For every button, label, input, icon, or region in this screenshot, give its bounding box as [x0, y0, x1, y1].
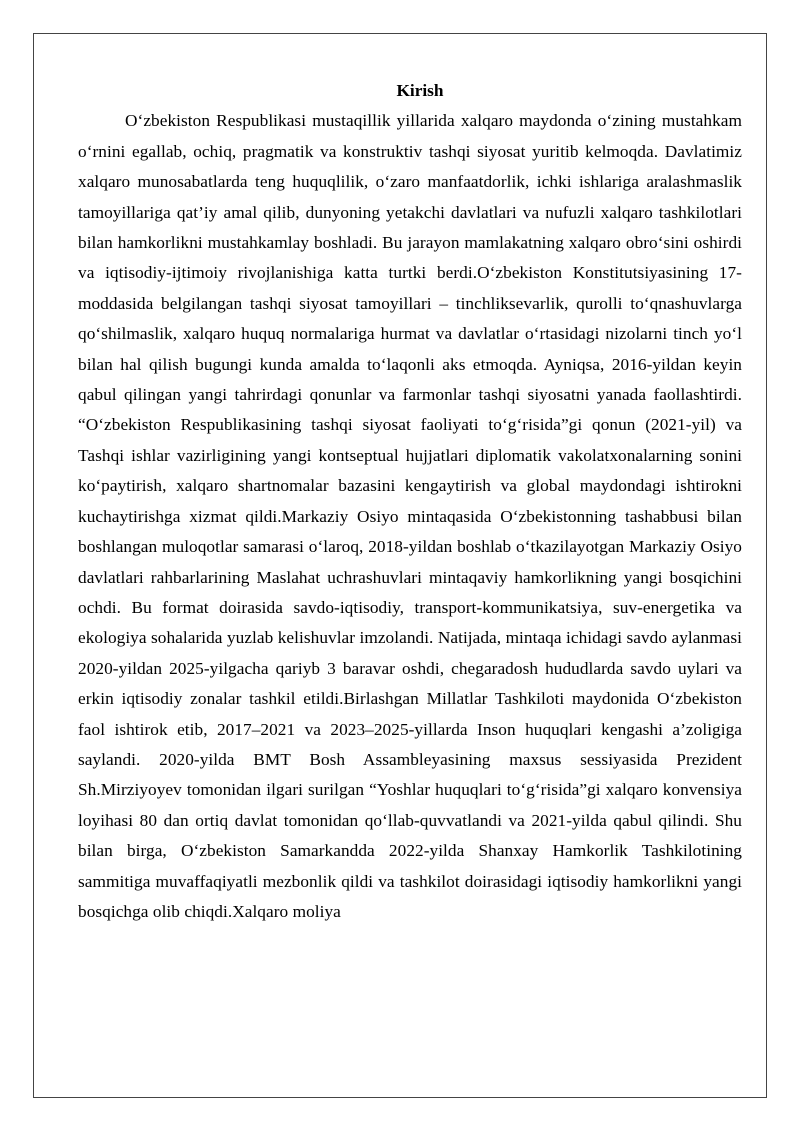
document-body	[78, 76, 742, 927]
document-title: Kirish	[396, 81, 444, 100]
main-paragraph: O‘zbekiston Respublikasi mustaqillik yillarida xalqaro maydonda o‘zining mustahkam o‘rnini egallab, ochiq, pragmatik va konstruktiv tashqi siyosat yuritib kelmoqda. Davlatimiz xalqaro munosabatlarda teng huquqlilik, o‘zaro manfaatdorlik, ichki ishlariga aralashmaslik tamoyillariga qat’iy amal qilib, dunyoning yetakchi davlatlari va nufuzli xalqaro tashkilotlari bilan hamkorlikni mustahkamlay boshladi. Bu jarayon mamlakatning xalqaro obro‘sini oshirdi va iqtisodiy-ijtimoiy rivojlanishiga katta turtki berdi.O‘zbekiston Konstitutsiyasining 17-moddasida belgilangan tashqi siyosat tamoyillari – tinchliksevarlik, qurolli to‘qnashuvlarga qo‘shilmaslik, xalqaro huquq normalariga hurmat va davlatlar o‘rtasidagi nizolarni tinch yo‘l bilan hal qilish bugungi kunda amalda to‘laqonli aks etmoqda. Ayniqsa, 2016-yildan keyin qabul qilingan yangi tahrirdagi qonunlar va farmonlar tashqi siyosatni yanada faollashtirdi. “O‘zbekiston Respublikasining tashqi siyosat faoliyati to‘g‘risida”gi qonun (2021-yil) va Tashqi ishlar vazirligining yangi kontseptual hujjatlari diplomatik vakolatxonalarning sonini ko‘paytirish, xalqaro shartnomalar bazasini kengaytirish va global maydondagi ishtirokni kuchaytirishga xizmat qildi.Markaziy Osiyo mintaqasida O‘zbekistonning tashabbusi bilan boshlangan muloqotlar samarasi o‘laroq, 2018-yildan boshlab o‘tkazilayotgan Markaziy Osiyo davlatlari rahbarlarining Maslahat uchrashuvlari mintaqaviy hamkorlikning yangi bosqichini ochdi. Bu format doirasida savdo-iqtisodiy, transport-kommunikatsiya, suv-energetika va ekologiya sohalarida yuzlab kelishuvlar imzolandi. Natijada, mintaqa ichidagi savdo aylanmasi 2020-yildan 2025-yilgacha qariyb 3 baravar oshdi, chegaradosh hududlarda savdo uylari va erkin iqtisodiy zonalar tashkil etildi.Birlashgan Millatlar Tashkiloti maydonida O‘zbekiston faol ishtirok etib, 2017–2021 va 2023–2025-yillarda Inson huquqlari kengashi a’zoligiga saylandi. 2020-yilda BMT Bosh Assambleyasining maxsus sessiyasida Prezident Sh.Mirziyoyev tomonidan ilgari surilgan “Yoshlar huquqlari to‘g‘risida”gi xalqaro konvensiya loyihasi 80 dan ortiq davlat tomonidan qo‘llab-quvvatlandi va 2021-yilda qabul qilindi. Shu bilan birga, O‘zbekiston Samarkandda 2022-yilda Shanxay Hamkorlik Tashkilotining sammitiga muvaffaqiyatli mezbonlik qildi va tashkilot doirasidagi iqtisodiy hamkorlikni yangi bosqichga olib chiqdi.Xalqaro moliya	[78, 111, 742, 921]
